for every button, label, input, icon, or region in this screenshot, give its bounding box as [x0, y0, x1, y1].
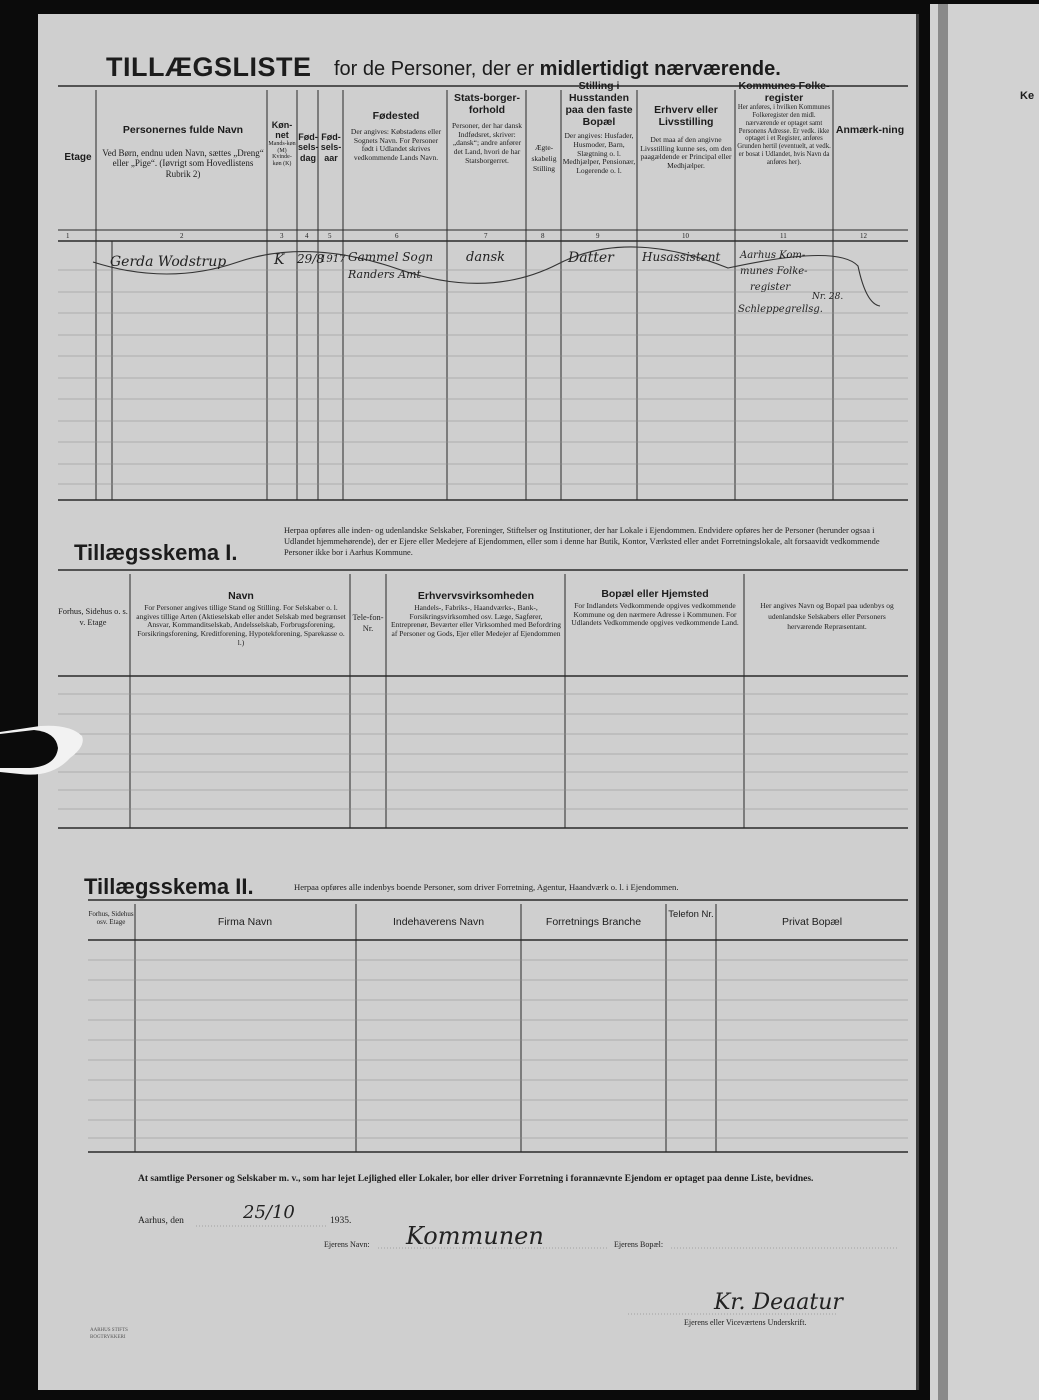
entry-register-3: register	[750, 282, 791, 293]
col-num-10: 10	[682, 232, 689, 240]
signature-label: Ejerens eller Viceværtens Underskrift.	[684, 1318, 807, 1327]
adjacent-page-text: Ke	[1020, 90, 1035, 102]
s1-col-phone-header: Tele-fon-Nr.	[352, 613, 384, 633]
entry-register-5: Nr. 28.	[812, 292, 844, 302]
col-occupation-header: Erhverv eller Livsstilling Det maa af den angivne Livsstilling kunne ses, om den paagældende er Principal eller Medhjælper.	[640, 104, 732, 170]
col-num-2: 2	[180, 232, 184, 240]
col-num-7: 7	[484, 232, 488, 240]
entry-name: Gerda Wodstrup	[110, 254, 227, 270]
col-birthday-header: Fød-sels-dag	[298, 132, 319, 163]
owner-name-label: Ejerens Navn:	[324, 1240, 370, 1249]
entry-occupation: Husassistent	[642, 250, 721, 264]
entry-household-position: Datter	[568, 250, 614, 266]
entry-register-1: Aarhus Kom-	[740, 250, 806, 261]
col-num-11: 11	[780, 232, 787, 240]
schema1-title: Tillægsskema I.	[74, 540, 238, 565]
s2-col-etage-header: Forhus, Sidehus osv. Etage	[88, 910, 134, 927]
col-name-header: Personernes fulde Navn Ved Børn, endnu uden Navn, sættes „Dreng“ eller „Pige“. (Iøvrigt som Hovedlistens Rubrik 2)	[102, 124, 264, 179]
adjacent-page	[930, 4, 1039, 1400]
footer-date: 25/10	[243, 1202, 295, 1223]
col-register-header: Kommunes Folke-register Her anføres, i hvilken Kommunes Folkeregister den midl. nærværende er optaget samt Personens Adresse. Er vedk. ikke optaget i et Register, anføres Grunden hertil (eventuelt, at vedk. er bosat i Udlandet, hvis Navn da anføres her).	[737, 80, 831, 166]
entry-citizenship: dansk	[466, 250, 505, 265]
owner-name: Kommunen	[406, 1222, 544, 1250]
col-sex-header: Køn-net Mands-køn (M) Kvinde-køn (K)	[268, 120, 296, 168]
col-num-6: 6	[395, 232, 399, 240]
s1-col-representative-header: Her angives Navn og Bopæl paa udenbys og udenlandske Selskabers eller Personers herværende Repræsentant.	[760, 601, 894, 632]
list-subtitle-a: for de Personer, der er	[334, 58, 535, 80]
col-num-9: 9	[596, 232, 600, 240]
entry-birthyear: 1917	[320, 254, 346, 265]
certification-text: At samtlige Personer og Selskaber m. v., som har lejet Lejlighed eller Lokaler, bor eller driver Forretning i forannævnte Ejendom er optaget paa denne Liste, bevidnes.	[138, 1174, 814, 1184]
s2-col-firm-header: Firma Navn	[217, 916, 273, 928]
col-etage-header: Etage	[64, 152, 92, 163]
entry-birthday: 29/8	[297, 252, 324, 266]
entry-register-4: Schleppegrellsg.	[738, 304, 823, 315]
col-num-1: 1	[66, 232, 70, 240]
schema1-intro: Herpaa opføres alle inden- og udenlandske Selskaber, Foreninger, Stiftelser og Institutioner, der har Lokale i Ejendommen. Endvidere opføres her de Personer (herunder ogsaa i Udlandet hjemmehørende), der er Ejere eller Medejere af Ejendommen, eller som i denne har Butik, Kontor, Værksted eller andet Forretningslokale, alt forsaavidt vedkommende Personer ikke bor i Aarhus Kommune.	[284, 526, 880, 557]
entry-register-2: munes Folke-	[740, 266, 808, 277]
col-birthyear-header: Fød-sels-aar	[320, 132, 342, 163]
footer-city: Aarhus, den	[138, 1216, 184, 1226]
form-page	[38, 14, 919, 1390]
col-num-8: 8	[541, 232, 545, 240]
owner-address-label: Ejerens Bopæl:	[614, 1240, 664, 1249]
s1-col-name-header: Navn For Personer angives tillige Stand og Stilling. For Selskaber o. l. angives tillige Arten (Aktieselskab eller andet Selskab med begrænset Ansvar, Kommanditselskab, Andelsselskab, Forbrugsforening, Forsikringsforening, Kreditforening, Hypotekforening, Sparekasse o. l.)	[136, 590, 346, 647]
col-num-4: 4	[305, 232, 309, 240]
list-subtitle-b: midlertidigt nærværende.	[539, 58, 781, 80]
s1-col-business-header: Erhvervsvirksomheden Handels-, Fabriks-, Haandværks-, Bank-, Forsikringsvirksomhed osv. Læge, Sagfører, Entreprenør, Beværter eller Virksomhed med Befordring af Personer og Gods, Ejer eller Medejer af Ejendommen	[391, 590, 561, 638]
binder-clip	[0, 722, 86, 782]
schema2-title: Tillægsskema II.	[84, 874, 254, 899]
schema2-intro: Herpaa opføres alle indenbys boende Personer, som driver Forretning, Agentur, Haandværk o. l. i Ejendommen.	[294, 882, 679, 892]
s1-col-etage-header: Forhus, Sidehus o. s. v. Etage	[58, 607, 128, 627]
entry-birthplace-2: Randers Amt	[348, 268, 421, 281]
entry-birthplace-1: Gammel Sogn	[348, 250, 434, 264]
entry-sex: K	[274, 252, 285, 268]
col-num-3: 3	[280, 232, 284, 240]
s1-col-residence-header: Bopæl eller Hjemsted For Indlandets Vedkommende opgives vedkommende Kommune og den nærmere Adresse i Kommunen. For Udlandets Vedkommende opgives vedkommende Land.	[571, 588, 739, 628]
s2-col-phone-header: Telefon Nr.	[668, 909, 714, 920]
s2-col-address-header: Privat Bopæl	[781, 916, 843, 928]
s2-col-branch-header: Forretnings Branche	[545, 916, 642, 928]
col-marital-header: Ægte-skabelig Stilling	[531, 143, 557, 174]
owner-signature: Kr. Deaatur	[714, 1290, 843, 1315]
col-household-header: Stilling i Husstanden paa den faste Bopæl Der angives: Husfader, Husmoder, Barn, Slægtning o. l. Medhjælper, Pensionær, Logerende o. l.	[562, 80, 636, 175]
col-birthplace-header: Fødested Der angives: Købstadens eller Sognets Navn. For Personer født i Udlandet skrives vedkommende Lands Navn.	[350, 110, 442, 162]
col-remarks-header: Anmærk-ning	[835, 124, 905, 136]
page-edge	[938, 4, 948, 1400]
s2-col-owner-header: Indehaverens Navn	[392, 916, 485, 928]
col-num-12: 12	[860, 232, 867, 240]
list-title: TILLÆGSLISTE	[106, 52, 312, 82]
col-citizenship-header: Stats-borger-forhold Personer, der har dansk Indfødsret, skriver: „dansk“; andre anfører det Land, hvori de har Statsborgerret.	[451, 92, 523, 165]
footer-year: 1935.	[330, 1216, 352, 1226]
printer-mark: AARHUS STIFTS BOGTRYKKERI	[90, 1328, 128, 1340]
col-num-5: 5	[328, 232, 332, 240]
